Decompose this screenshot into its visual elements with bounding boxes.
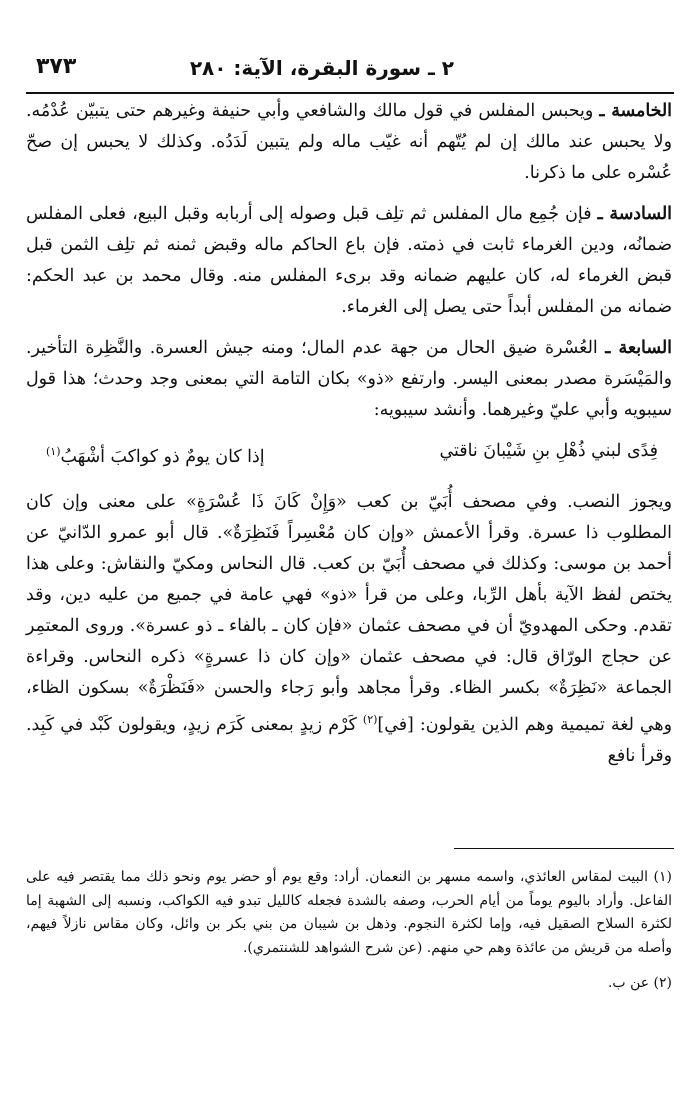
paragraph-text: ويجوز النصب. وفي مصحف أُبَيّ بن كعب «وَإِنْ كَانَ ذَا عُسْرَةٍ» على معنى وإن كان المطلوب ذا عسرة. وقرأ الأعمش «وإن كان مُعْسِراً فَنَظِرَةٌ». قال أبو عمرو الدّانيّ عن أحمد بن موسى: وكذلك في مصحف أُبَيّ بن كعب. قال النحاس ومكيّ والنقاش: وعلى هذا يختص لفظ الآية بأهل الرِّبا، وعلى من قرأ «ذو» فهي عامة في جميع من عليه دين، وقد تقدم. وحكى المهدويّ أن في مصحف عثمان «فإن كان ـ بالفاء ـ ذو عسرة». وروى المعتمِر عن حجاج الورّاق قال: في مصحف عثمان «وإن كان ذا عسرةٍ» ذكره النحاس. وقراءة الجماعة «نَظِرَةٌ» بكسر الظاء. وقرأ مجاهد وأبو رَجاء والحسن «فَنَظْرَةٌ» بسكون الظاء، وهي لغة تميمية وهم الذين يقولون: [في] <box>26 491 673 735</box>
header-divider <box>26 92 674 94</box>
paragraph-heading: السادسة ـ <box>597 204 672 224</box>
footnote-1: (١) البيت لمقاس العائذي، واسمه مسهر بن النعمان. أراد: وقع يوم أو حضر يوم ونحو ذلك مما يقتصر فيه على الفاعل. وأراد باليوم يوماً من أيام الحرب، وصفه بالشدة فجعله كالليل تبدو فيه الكواكب، ونسبه إلى الشهبة إما لكثرة السلاح الصقيل فيه، وإما لكثرة النجوم. وذهل بن شيبان من بني بكر بن وائل، وكان مقاس نازلاً فيهم، وأصله من قريش من عائذة وهم حي منهم. (عن شرح الشواهد للشنتمري). <box>26 869 672 956</box>
footnotes <box>26 866 672 1008</box>
paragraph-heading: الخامسة ـ <box>599 101 672 121</box>
paragraph-text: ويحبس المفلس في قول مالك والشافعي وأبي حنيفة وغيرهم حتى يتبيّن عُدْمُه. ولا يحبس عند مالك إن لم يُتّهم أنه غيّب ماله ولم يتبين لَدَدُه. وكذلك لا يحبس إن صحّ عُسْره على ما ذكرنا. <box>26 101 672 183</box>
paragraph-sixth <box>26 199 672 323</box>
paragraph-text: العُسْرة ضيق الحال من جهة عدم المال؛ ومنه جيش العسرة. والنَّظِرة التأخير. والمَيْسَرة مصدر بمعنى اليسر. وارتفع «ذو» بكان التامة التي بمعنى وجد وحدث؛ هذا قول سيبويه وأبي عليّ وغيرهما. وأنشد سيبويه: <box>26 338 672 420</box>
footnote-2: (٢) عن ب. <box>607 975 672 991</box>
page-header <box>26 52 674 88</box>
paragraph-heading: السابعة ـ <box>605 338 672 358</box>
paragraph-text: فإن جُمِع مال المفلس ثم تلِف قبل وصوله إلى أربابه وقبل البيع، فعلى المفلس ضمانُه، ودين الغرماء ثابت في ذمته. فإن باع الحاكم ماله وقبض ثمنه ثم تلِف الثمن قبل قبض الغرماء له، كان عليهم ضمانه وقد برىء المفلس منه. وقال محمد بن عبد الحكم: ضمانه من المفلس أبداً حتى يصل إلى الغرماء. <box>26 204 672 317</box>
verse-first-hemistich: فِدًى لبني ذُهْلِ بنِ شَيْبانَ ناقتي <box>439 441 658 461</box>
verse-second-hemistich: إذا كان يومٌ ذو كواكبَ أشْهَبُ$^{(١)}$ <box>46 445 265 467</box>
paragraph-seventh <box>26 333 672 426</box>
footnote-ref: (٢) <box>362 712 378 726</box>
page-number: ٣٧٣ <box>36 54 77 79</box>
footnote-divider <box>454 848 674 849</box>
paragraph-text-continued: كَرْم زيدٍ بمعنى كَرَم زيدٍ، ويقولون كَبْد في كَبِد. وقرأ نافع <box>26 714 672 766</box>
paragraph-fifth <box>26 96 672 189</box>
poetry-verse <box>46 436 658 473</box>
paragraph-after-verse <box>26 487 672 772</box>
main-text <box>26 96 672 782</box>
running-title: ٢ ـ سورة البقرة، الآية: ٢٨٠ <box>189 56 454 80</box>
footnote-ref: (١) <box>46 445 61 458</box>
